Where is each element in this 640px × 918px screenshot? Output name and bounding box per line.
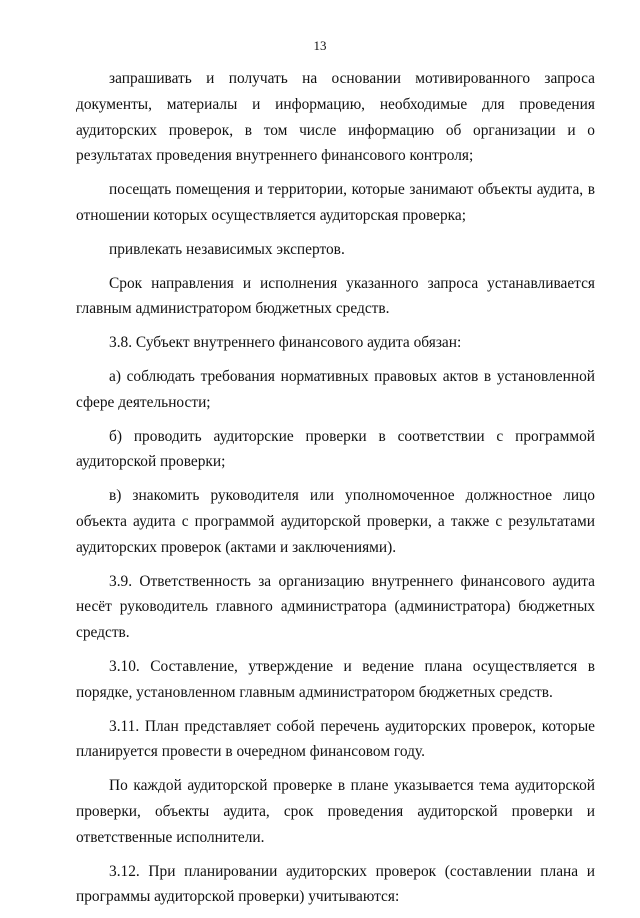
document-body (76, 66, 595, 918)
paragraph-3-12: 3.12. При планировании аудиторских проверок (составлении плана и программы аудиторской проверки) учитываются: (76, 862, 595, 906)
paragraph-visit-premises: посещать помещения и территории, которые занимают объекты аудита, в отношении которых осуществляется аудиторская проверка; (76, 181, 595, 224)
paragraph-plan-details: По каждой аудиторской проверке в плане указывается тема аудиторской проверки, объекты аудита, срок проведения аудиторской проверки и ответственные исполнители. (76, 777, 595, 846)
paragraph-3-10: 3.10. Составление, утверждение и ведение плана осуществляется в порядке, установленном главным администратором бюджетных средств. (76, 657, 595, 701)
paragraph-3-8-b: б) проводить аудиторские проверки в соответствии с программой аудиторской проверки; (76, 427, 595, 471)
paragraph-3-11: 3.11. План представляет собой перечень аудиторских проверок, которые планируется провести в очередном финансовом году. (76, 717, 595, 761)
paragraph-request-deadline: Срок направления и исполнения указанного запроса устанавливается главным администратором бюджетных средств. (76, 274, 595, 318)
paragraph-engage-experts: привлекать независимых экспертов. (109, 240, 345, 258)
paragraph-3-8-a: а) соблюдать требования нормативных правовых актов в установленной сфере деятельности; (76, 367, 595, 411)
paragraph-3-8-c: в) знакомить руководителя или уполномоченное должностное лицо объекта аудита с программой аудиторской проверки, а также с результатами аудиторских проверок (актами и заключениями). (76, 487, 595, 556)
page-number: 13 (313, 38, 327, 53)
paragraph-3-8: 3.8. Субъект внутреннего финансового аудита обязан: (109, 334, 462, 352)
paragraph-3-9: 3.9. Ответственность за организацию внутреннего финансового аудита несёт руководитель главного администратора (администратора) бюджетных средств. (76, 572, 595, 642)
paragraph-request-documents: запрашивать и получать на основании мотивированного запроса документы, материалы и информацию, необходимые для проведения аудиторских проверок, в том числе информацию об организации и о результатах проведения внутреннего финансового контроля; (76, 70, 595, 165)
